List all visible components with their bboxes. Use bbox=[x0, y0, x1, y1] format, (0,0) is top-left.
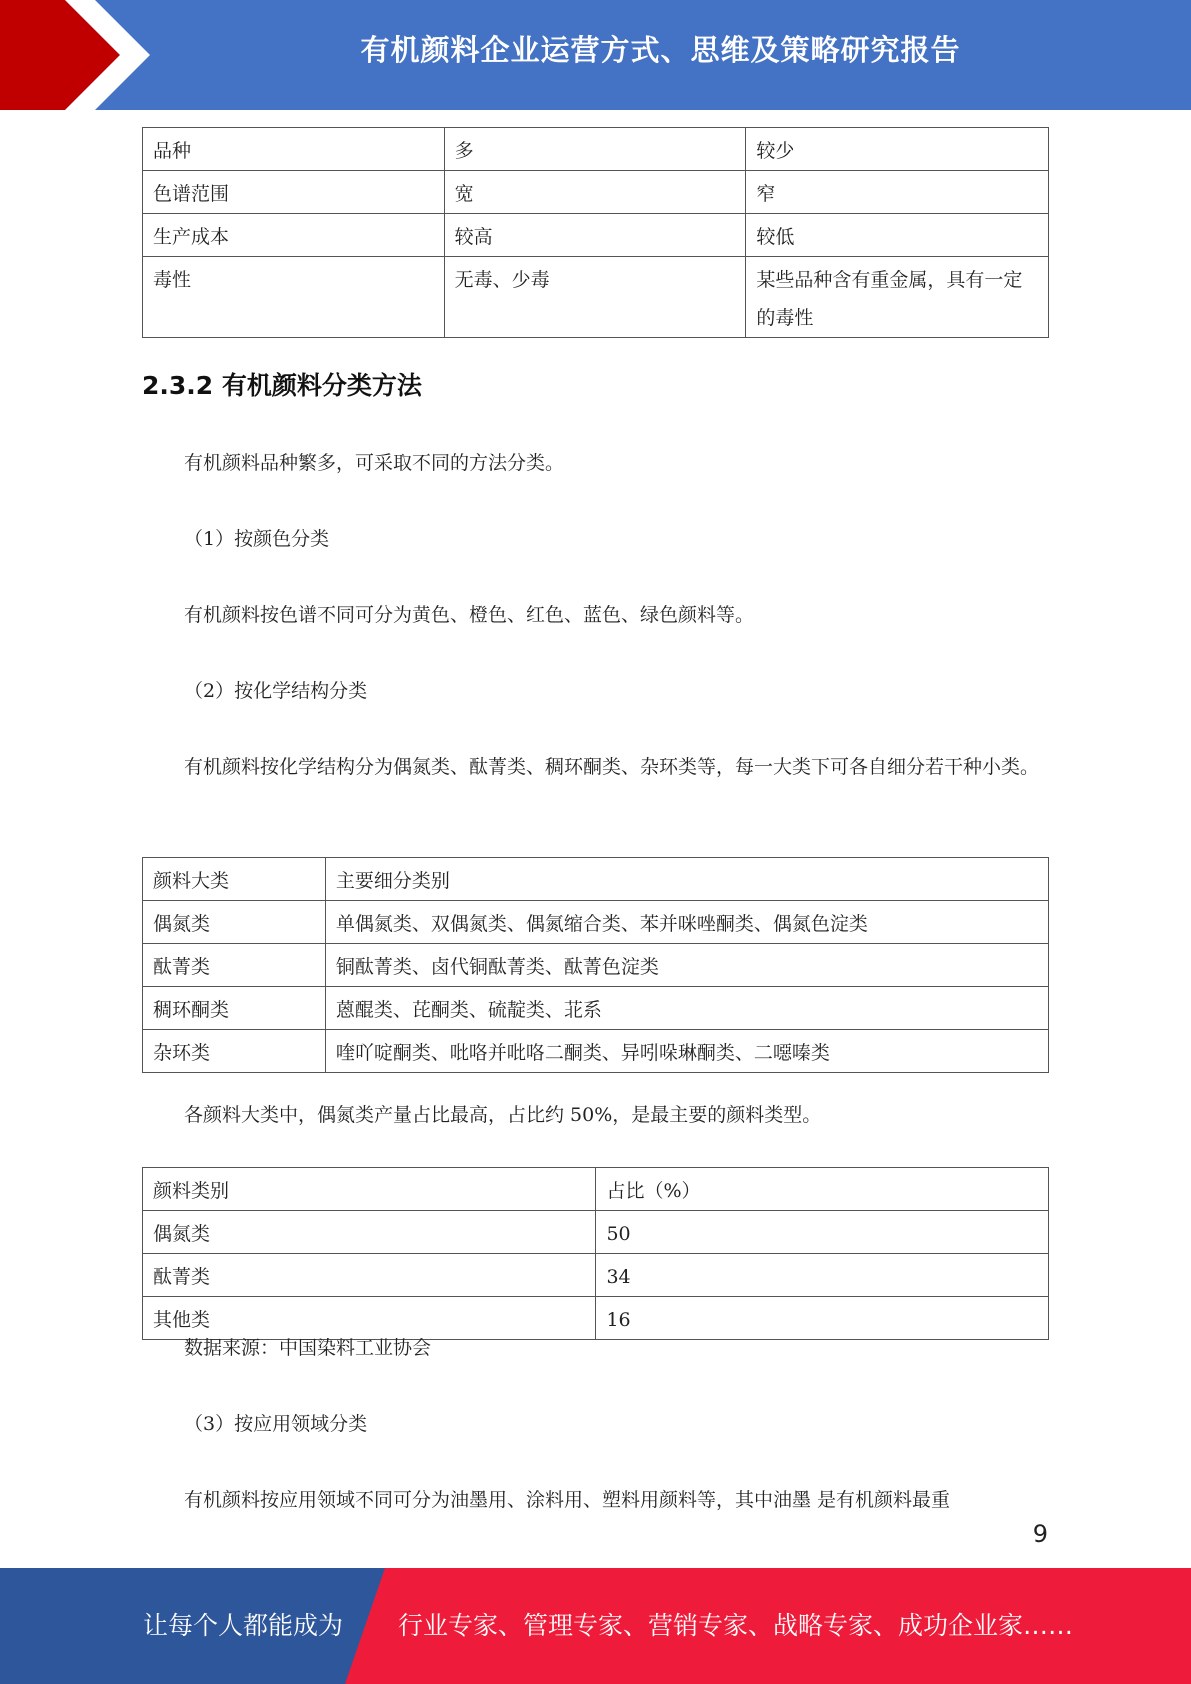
comparison-table-cell: 较少 bbox=[746, 128, 1049, 171]
structure-table-row bbox=[143, 944, 1049, 987]
comparison-table-cell: 色谱范围 bbox=[143, 171, 445, 214]
comparison-table-cell: 毒性 bbox=[143, 257, 445, 338]
page-number: 9 bbox=[1032, 1520, 1048, 1548]
structure-table-row bbox=[143, 901, 1049, 944]
share-table-row bbox=[143, 1254, 1049, 1297]
comparison-table-cell: 某些品种含有重金属，具有一定的毒性 bbox=[746, 257, 1049, 338]
share-table-cell: 占比（%） bbox=[596, 1168, 1049, 1211]
share-table-cell: 16 bbox=[596, 1297, 1049, 1340]
footer-slogan-right: 行业专家、管理专家、营销专家、战略专家、成功企业家…… bbox=[398, 1611, 1074, 1640]
comparison-table-row bbox=[143, 257, 1049, 338]
section-heading: 2.3.2 有机颜料分类方法 bbox=[142, 371, 422, 400]
share-table-row bbox=[143, 1168, 1049, 1211]
paragraph-by-structure: 有机颜料按化学结构分为偶氮类、酞菁类、稠环酮类、杂环类等，每一大类下可各自细分若干种小类。 bbox=[184, 756, 1040, 778]
comparison-table-cell: 生产成本 bbox=[143, 214, 445, 257]
share-table-cell: 偶氮类 bbox=[143, 1211, 596, 1254]
paragraph-by-application: 有机颜料按应用领域不同可分为油墨用、涂料用、塑料用颜料等，其中油墨 是有机颜料最重 bbox=[184, 1489, 951, 1511]
paragraph-by-color: 有机颜料按色谱不同可分为黄色、橙色、红色、蓝色、绿色颜料等。 bbox=[184, 604, 755, 626]
structure-table-body bbox=[143, 858, 1049, 1073]
share-table-row bbox=[143, 1211, 1049, 1254]
comparison-table-cell: 多 bbox=[444, 128, 746, 171]
comparison-table-cell: 窄 bbox=[746, 171, 1049, 214]
structure-table-cell: 酞菁类 bbox=[143, 944, 326, 987]
data-source: 数据来源：中国染料工业协会 bbox=[184, 1337, 432, 1359]
comparison-table-cell: 较高 bbox=[444, 214, 746, 257]
structure-table-cell: 铜酞菁类、卤代铜酞菁类、酞菁色淀类 bbox=[325, 944, 1048, 987]
page-header bbox=[0, 0, 1191, 110]
subheading-by-structure: （2）按化学结构分类 bbox=[184, 680, 368, 702]
paragraph-azo-share: 各颜料大类中，偶氮类产量占比最高，占比约 50%，是最主要的颜料类型。 bbox=[184, 1104, 822, 1126]
share-table-cell: 酞菁类 bbox=[143, 1254, 596, 1297]
structure-table-cell: 蒽醌类、芘酮类、硫靛类、苝系 bbox=[325, 987, 1048, 1030]
comparison-table-row bbox=[143, 128, 1049, 171]
structure-table bbox=[142, 857, 1049, 1073]
share-table-cell: 颜料类别 bbox=[143, 1168, 596, 1211]
share-table-cell: 其他类 bbox=[143, 1297, 596, 1340]
structure-table-cell: 杂环类 bbox=[143, 1030, 326, 1073]
comparison-table-row bbox=[143, 171, 1049, 214]
comparison-table-body bbox=[143, 128, 1049, 338]
subheading-by-color: （1）按颜色分类 bbox=[184, 528, 330, 550]
page-footer bbox=[0, 1568, 1191, 1684]
header-title: 有机颜料企业运营方式、思维及策略研究报告 bbox=[360, 33, 961, 67]
structure-table-cell: 偶氮类 bbox=[143, 901, 326, 944]
comparison-table-cell: 无毒、少毒 bbox=[444, 257, 746, 338]
comparison-table-row bbox=[143, 214, 1049, 257]
comparison-table-cell: 较低 bbox=[746, 214, 1049, 257]
comparison-table-cell: 品种 bbox=[143, 128, 445, 171]
structure-table-cell: 主要细分类别 bbox=[325, 858, 1048, 901]
footer-slogan-left: 让每个人都能成为 bbox=[143, 1611, 344, 1640]
structure-table-row bbox=[143, 1030, 1049, 1073]
structure-table-cell: 喹吖啶酮类、吡咯并吡咯二酮类、异吲哚琳酮类、二噁嗪类 bbox=[325, 1030, 1048, 1073]
share-table bbox=[142, 1167, 1049, 1340]
paragraph-intro: 有机颜料品种繁多，可采取不同的方法分类。 bbox=[184, 452, 565, 474]
structure-table-row bbox=[143, 987, 1049, 1030]
structure-table-cell: 单偶氮类、双偶氮类、偶氮缩合类、苯并咪唑酮类、偶氮色淀类 bbox=[325, 901, 1048, 944]
comparison-table bbox=[142, 127, 1049, 338]
comparison-table-cell: 宽 bbox=[444, 171, 746, 214]
structure-table-cell: 颜料大类 bbox=[143, 858, 326, 901]
share-table-cell: 34 bbox=[596, 1254, 1049, 1297]
structure-table-cell: 稠环酮类 bbox=[143, 987, 326, 1030]
structure-table-row bbox=[143, 858, 1049, 901]
share-table-body bbox=[143, 1168, 1049, 1340]
share-table-cell: 50 bbox=[596, 1211, 1049, 1254]
subheading-by-application: （3）按应用领域分类 bbox=[184, 1413, 368, 1435]
